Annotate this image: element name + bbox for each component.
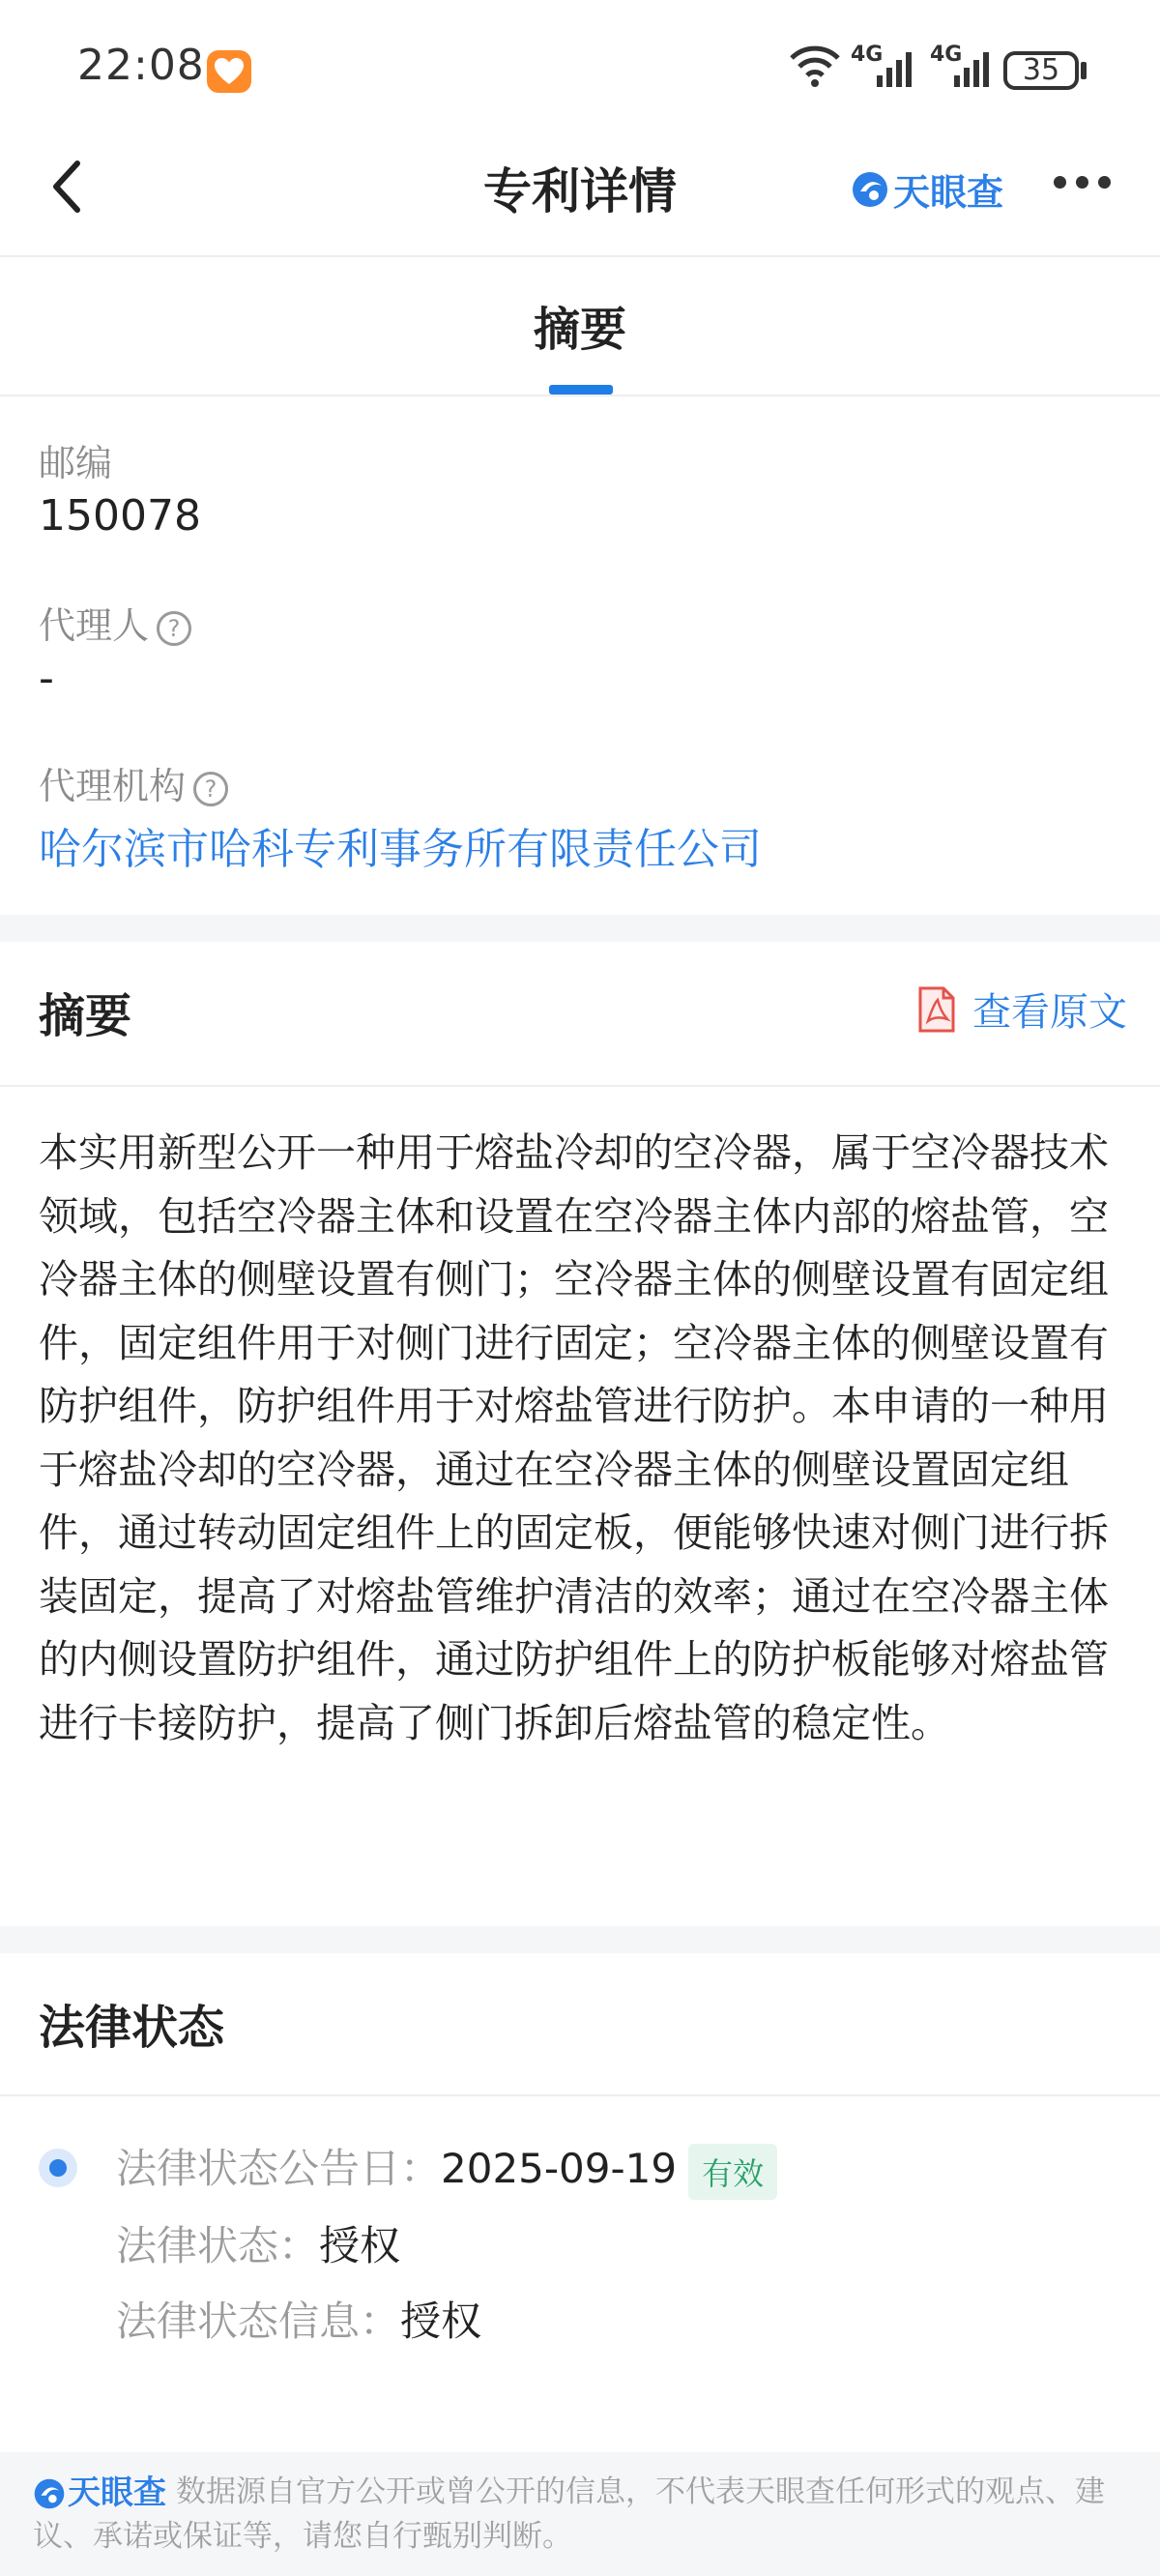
section-spacer	[0, 1926, 1160, 1953]
footer-brand	[33, 2472, 166, 2515]
status-time: 22:08	[77, 41, 205, 90]
pdf-icon[interactable]	[918, 986, 955, 1033]
signal-icon	[952, 48, 997, 93]
wifi-icon	[788, 43, 842, 93]
brand-text: 天眼查	[893, 171, 1004, 214]
tab-indicator	[549, 385, 613, 395]
section-title-abstract: 摘要	[39, 989, 132, 1043]
divider	[0, 255, 1160, 257]
agent-value: -	[39, 654, 54, 703]
help-icon[interactable]: ?	[193, 772, 228, 806]
announce-date-label: 法律状态公告日：	[116, 2145, 442, 2192]
postcode-label: 邮编	[39, 442, 113, 484]
legal-announce-row	[116, 2137, 777, 2200]
battery-cap	[1081, 62, 1087, 79]
agent-label: 代理人	[39, 604, 150, 647]
legal-info-row	[116, 2290, 481, 2348]
radio-dot-icon	[39, 2149, 77, 2187]
legal-status-value: 授权	[319, 2222, 401, 2269]
agency-link[interactable]: 哈尔滨市哈科专利事务所有限责任公司	[39, 825, 762, 874]
help-icon[interactable]: ?	[157, 611, 191, 646]
brand-logo[interactable]	[851, 162, 1003, 216]
postcode-value: 150078	[39, 491, 201, 541]
legal-status-label: 法律状态：	[116, 2222, 320, 2269]
tianyancha-logo-icon	[33, 2477, 66, 2510]
heart-icon	[207, 50, 251, 93]
divider	[0, 2094, 1160, 2096]
legal-info-value: 授权	[400, 2298, 482, 2345]
legal-status-row	[116, 2214, 400, 2272]
signal-icon	[875, 48, 919, 93]
status-badge: 有效	[688, 2144, 777, 2200]
agency-label-row	[39, 756, 228, 809]
divider	[0, 1085, 1160, 1087]
legal-info-label: 法律状态信息：	[116, 2298, 401, 2345]
more-icon[interactable]	[1054, 174, 1120, 192]
battery-level: 35	[1022, 53, 1060, 87]
agency-label: 代理机构	[39, 765, 187, 807]
divider	[0, 395, 1160, 396]
abstract-text: 本实用新型公开一种用于熔盐冷却的空冷器，属于空冷器技术领域，包括空冷器主体和设置在空冷器主体内部的熔盐管，空冷器主体的侧壁设置有侧门；空冷器主体的侧壁设置有固定组件，固定组件用于对侧门进行固定；空冷器主体的侧壁设置有防护组件，防护组件用于对熔盐管进行防护。本申请的一种用于熔盐冷却的空冷器，通过在空冷器主体的侧壁设置固定组件，通过转动固定组件上的固定板，便能够快速对侧门进行拆装固定，提高了对熔盐管维护清洁的效率；通过在空冷器主体的内侧设置防护组件，通过防护组件上的防护板能够对熔盐管进行卡接防护，提高了侧门拆卸后熔盐管的稳定性。	[39, 1129, 1109, 1746]
section-spacer	[0, 915, 1160, 942]
agent-label-row	[39, 596, 191, 649]
network-type-2: 4G	[930, 43, 963, 67]
announce-date-value: 2025-09-19	[441, 2145, 678, 2192]
tianyancha-logo-icon	[851, 170, 889, 209]
page-title: 专利详情	[483, 163, 677, 220]
view-original-link[interactable]: 查看原文	[972, 990, 1127, 1035]
network-type-1: 4G	[851, 43, 884, 67]
footer-disclaimer: 数据源自官方公开或曾公开的信息，不代表天眼查任何形式的观点、建议、承诺或保证等，请您自行甄别判断。	[33, 2474, 1105, 2554]
footer-disclaimer-block	[33, 2471, 1125, 2559]
section-title-legal: 法律状态	[39, 2001, 225, 2055]
tab-abstract[interactable]: 摘要	[533, 303, 626, 357]
footer-brand-text: 天眼查	[68, 2474, 166, 2512]
